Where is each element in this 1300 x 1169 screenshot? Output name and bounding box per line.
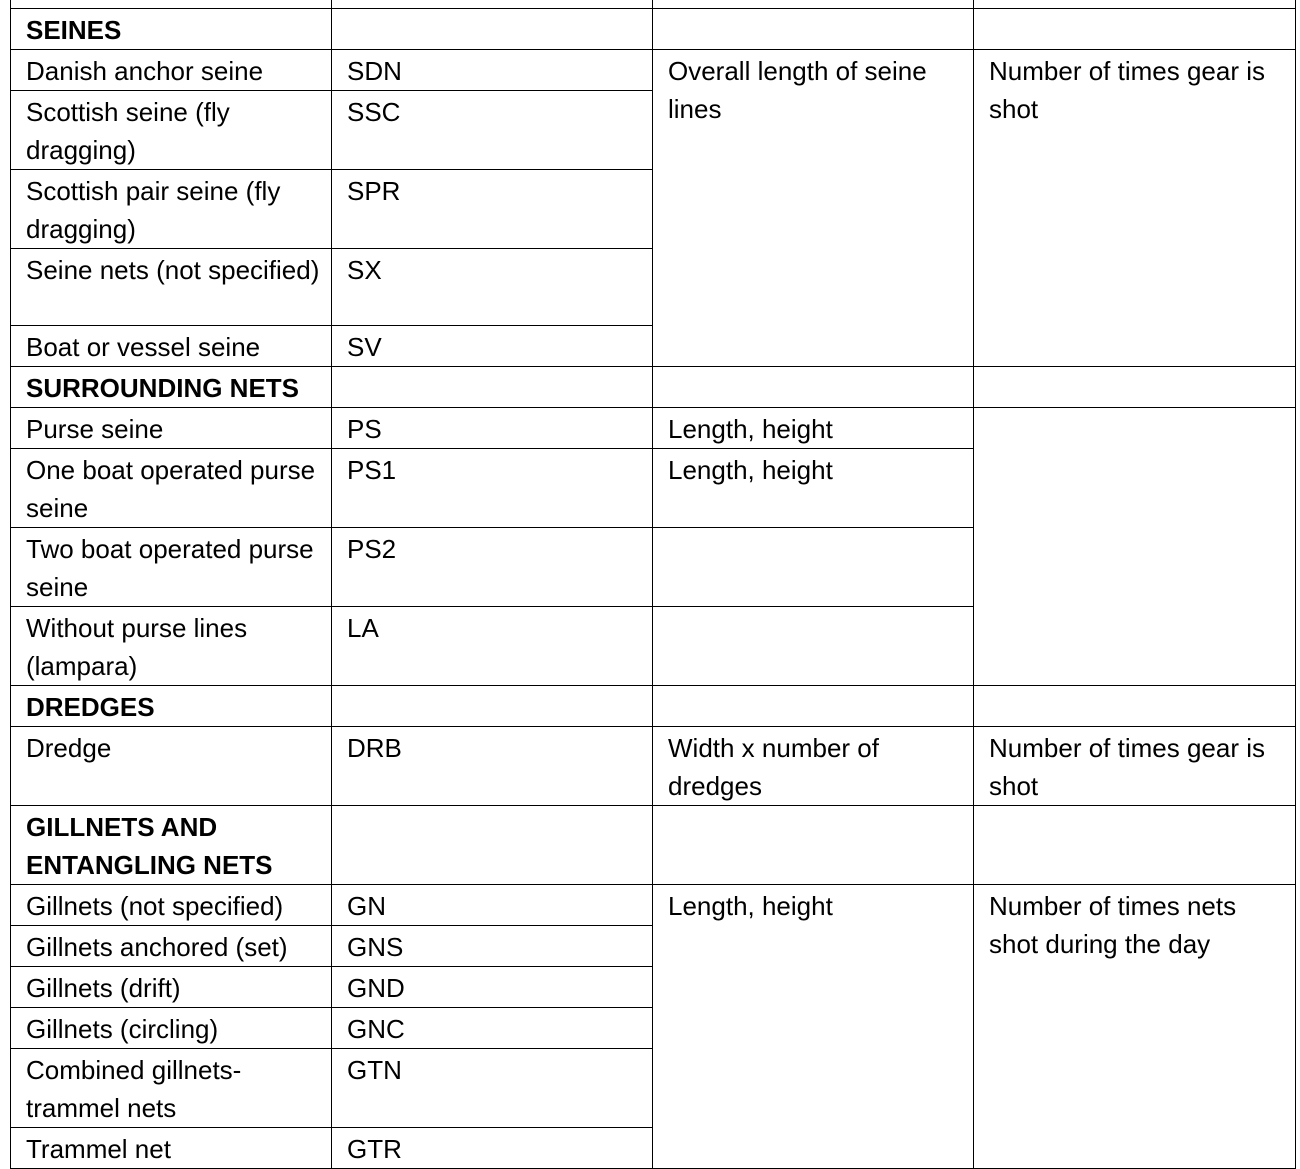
gear-name: Combined gillnets-trammel nets <box>11 1049 332 1128</box>
gear-code: SPR <box>332 170 653 249</box>
gear-table <box>10 0 1296 1169</box>
gear-name: Scottish pair seine (fly dragging) <box>11 170 332 249</box>
table-cell <box>332 0 653 9</box>
gear-name: Gillnets (drift) <box>11 967 332 1008</box>
gear-code: SV <box>332 326 653 367</box>
effort-cell: Number of times gear is shot <box>974 727 1296 806</box>
table-cell <box>974 367 1296 408</box>
table-cell <box>332 686 653 727</box>
effort-cell: Number of times gear is shot <box>974 50 1296 367</box>
gear-code: GTR <box>332 1128 653 1169</box>
section-heading-seines: SEINES <box>11 9 332 50</box>
gear-code: SSC <box>332 91 653 170</box>
gear-name: Boat or vessel seine <box>11 326 332 367</box>
table-cell <box>974 9 1296 50</box>
table-cell <box>974 806 1296 885</box>
table-cell <box>653 806 974 885</box>
gear-name: Trammel net <box>11 1128 332 1169</box>
section-heading-dredges: DREDGES <box>11 686 332 727</box>
effort-cell <box>974 408 1296 686</box>
table-row <box>11 50 1296 91</box>
gear-code: DRB <box>332 727 653 806</box>
table-cell <box>332 806 653 885</box>
table-row-clipped <box>11 0 1296 9</box>
gear-name: Scottish seine (fly dragging) <box>11 91 332 170</box>
gear-code: GNS <box>332 926 653 967</box>
section-heading-row <box>11 686 1296 727</box>
gear-name: Purse seine <box>11 408 332 449</box>
table-cell <box>653 0 974 9</box>
gear-code: GND <box>332 967 653 1008</box>
gear-name: Dredge <box>11 727 332 806</box>
table-cell <box>653 686 974 727</box>
table-cell <box>332 367 653 408</box>
gear-code: GNC <box>332 1008 653 1049</box>
table-cell <box>332 9 653 50</box>
capacity-cell: Overall length of seine lines <box>653 50 974 367</box>
gear-code: GTN <box>332 1049 653 1128</box>
section-heading-gillnets: GILLNETS AND ENTANGLING NETS <box>11 806 332 885</box>
gear-code: LA <box>332 607 653 686</box>
gear-code: PS <box>332 408 653 449</box>
gear-name: Gillnets anchored (set) <box>11 926 332 967</box>
gear-name: One boat operated purse seine <box>11 449 332 528</box>
capacity-cell: Length, height <box>653 408 974 449</box>
table-row <box>11 408 1296 449</box>
gear-name: Gillnets (circling) <box>11 1008 332 1049</box>
table-cell <box>653 367 974 408</box>
capacity-cell <box>653 528 974 607</box>
effort-cell: Number of times nets shot during the day <box>974 885 1296 1169</box>
gear-name: Two boat operated purse seine <box>11 528 332 607</box>
table-cell <box>974 0 1296 9</box>
gear-code: GN <box>332 885 653 926</box>
section-heading-row <box>11 367 1296 408</box>
section-heading-row <box>11 9 1296 50</box>
table-row <box>11 885 1296 926</box>
section-heading-row <box>11 806 1296 885</box>
section-heading-surrounding: SURROUNDING NETS <box>11 367 332 408</box>
gear-name: Without purse lines (lampara) <box>11 607 332 686</box>
gear-name: Danish anchor seine <box>11 50 332 91</box>
capacity-cell: Length, height <box>653 885 974 1169</box>
gear-code: SDN <box>332 50 653 91</box>
gear-code: SX <box>332 249 653 326</box>
capacity-cell <box>653 607 974 686</box>
gear-code: PS1 <box>332 449 653 528</box>
gear-name: Seine nets (not specified) <box>11 249 332 326</box>
gear-code: PS2 <box>332 528 653 607</box>
table-row <box>11 727 1296 806</box>
table-cell <box>653 9 974 50</box>
gear-name: Gillnets (not specified) <box>11 885 332 926</box>
capacity-cell: Length, height <box>653 449 974 528</box>
capacity-cell: Width x number of dredges <box>653 727 974 806</box>
table-cell <box>11 0 332 9</box>
table-cell <box>974 686 1296 727</box>
